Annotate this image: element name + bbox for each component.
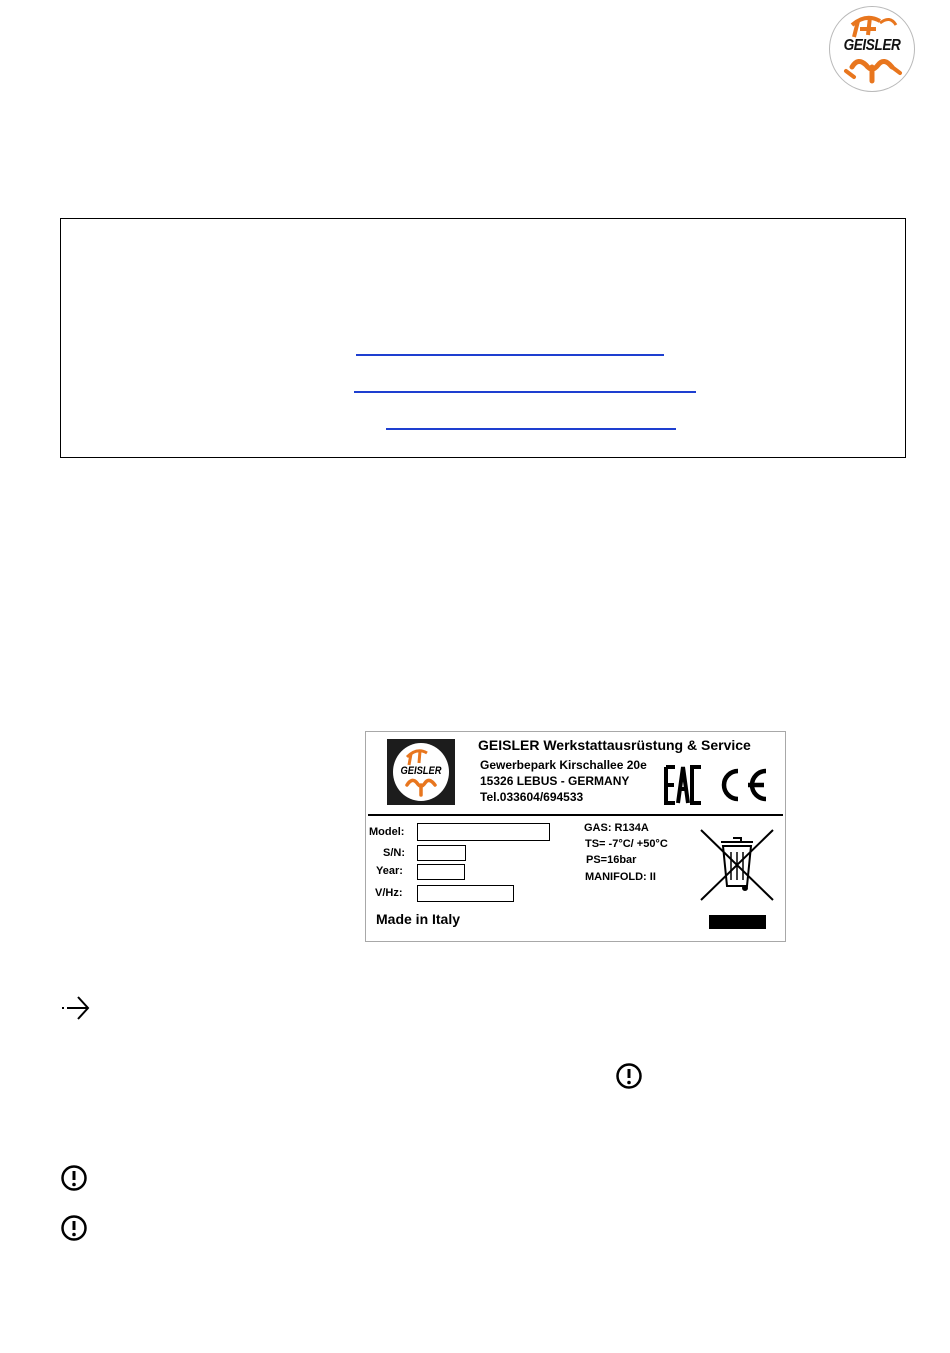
model-label: Model: <box>369 826 405 838</box>
exclamation-circle-icon <box>61 1215 87 1241</box>
logo-wordmark: GEISLER <box>843 37 901 54</box>
model-field <box>417 823 550 841</box>
contact-link-2[interactable] <box>354 391 696 393</box>
rating-plate <box>365 731 786 942</box>
exclamation-circle-icon <box>61 1165 87 1191</box>
vhz-field <box>417 885 514 902</box>
right-arrow-icon <box>60 993 92 1028</box>
plate-address-2: 15326 LEBUS - GERMANY <box>480 774 630 788</box>
plate-logo <box>387 739 455 805</box>
spec-gas: GAS: R134A <box>584 822 649 834</box>
plate-phone: Tel.033604/694533 <box>480 790 584 804</box>
geisler-logo <box>829 6 915 92</box>
year-label: Year: <box>376 865 403 877</box>
crossed-out-bin-icon <box>699 828 775 904</box>
ce-mark <box>714 767 770 803</box>
plate-address-1: Gewerbepark Kirschallee 20e <box>480 758 647 772</box>
contact-link-1[interactable] <box>356 354 664 356</box>
sn-field <box>417 845 466 861</box>
eac-mark <box>663 765 703 805</box>
year-field <box>417 864 465 880</box>
vhz-label: V/Hz: <box>375 887 403 899</box>
contact-link-3[interactable] <box>386 428 676 430</box>
origin-text: Made in Italy <box>376 911 461 927</box>
plate-black-bar <box>709 915 766 929</box>
plate-divider <box>368 814 783 816</box>
contact-box <box>60 218 906 458</box>
plate-company: GEISLER Werkstattausrüstung & Service <box>478 737 751 753</box>
plate-logo-wordmark: GEISLER <box>400 765 442 777</box>
spec-manifold: MANIFOLD: II <box>585 871 656 883</box>
spec-ts: TS= -7°C/ +50°C <box>585 838 668 850</box>
spec-ps: PS=16bar <box>586 854 637 866</box>
sn-label: S/N: <box>383 847 405 859</box>
exclamation-circle-icon <box>616 1063 642 1089</box>
